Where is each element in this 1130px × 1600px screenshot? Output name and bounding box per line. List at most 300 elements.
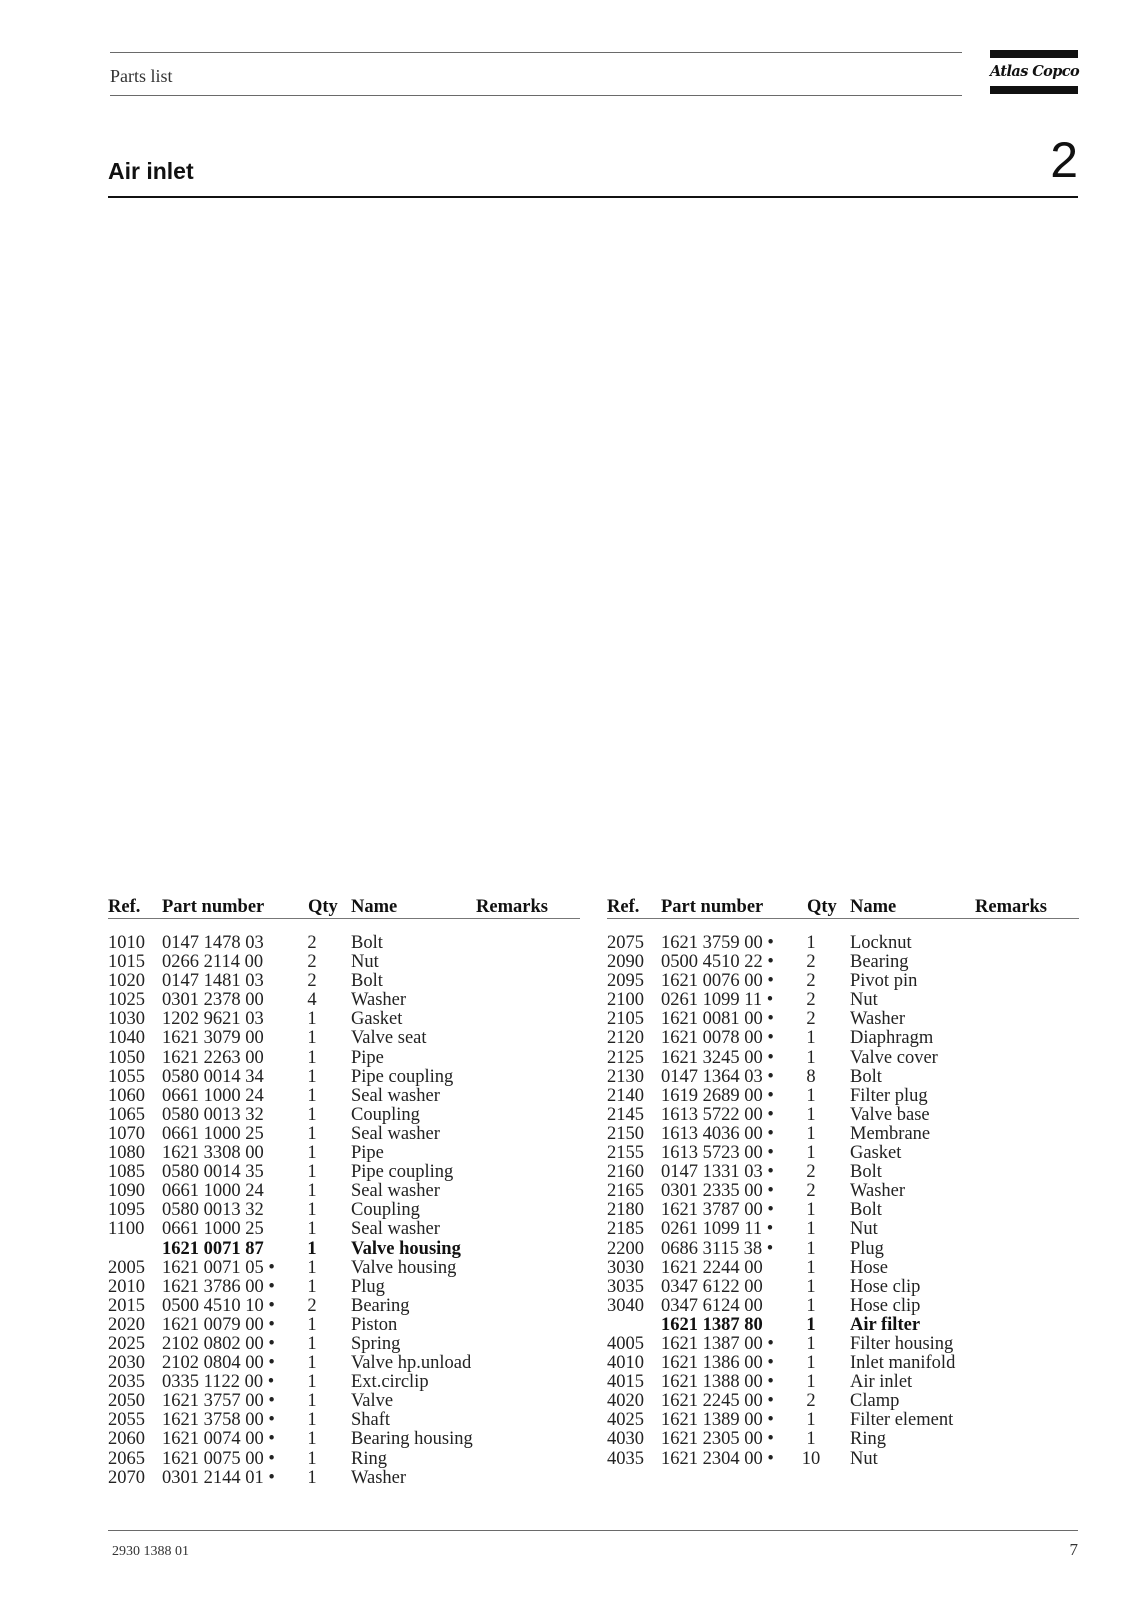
cell-ref: 2075 xyxy=(607,933,644,953)
table-row xyxy=(607,1010,1079,1029)
cell-ref: 2060 xyxy=(108,1429,145,1450)
cell-part-number: 0580 0014 35 xyxy=(162,1162,264,1183)
cell-part-number: 0347 6124 00 xyxy=(661,1295,763,1316)
table-row xyxy=(108,1278,580,1297)
cell-name: Hose clip xyxy=(850,1295,921,1316)
cell-qty: 1 xyxy=(307,1047,317,1068)
cell-ref: 2155 xyxy=(607,1143,644,1164)
cell-part-number: 1621 2244 00 xyxy=(661,1257,763,1278)
cell-ref: 2010 xyxy=(108,1276,145,1297)
cell-part-number: 0301 2335 00 • xyxy=(661,1181,774,1202)
cell-part-number: 1621 0074 00 • xyxy=(162,1429,275,1450)
cell-name: Hose xyxy=(850,1257,889,1278)
table-row xyxy=(607,1450,1079,1469)
cell-qty: 1 xyxy=(806,1238,816,1259)
cell-qty: 2 xyxy=(307,971,317,992)
cell-ref: 2120 xyxy=(607,1028,644,1049)
cell-part-number: 1621 3786 00 • xyxy=(162,1276,275,1297)
cell-name: Seal washer xyxy=(351,1219,440,1240)
cell-qty: 1 xyxy=(307,1257,317,1278)
cell-qty: 1 xyxy=(307,1181,317,1202)
table-row xyxy=(607,1411,1079,1430)
cell-part-number: 2102 0804 00 • xyxy=(162,1353,275,1374)
document-number: 2930 1388 01 xyxy=(112,1544,189,1559)
cell-ref: 2050 xyxy=(108,1391,145,1412)
cell-name: Washer xyxy=(850,1181,906,1202)
col-name-header: Name xyxy=(850,897,897,917)
cell-part-number: 0261 1099 11 • xyxy=(661,990,774,1011)
table-row xyxy=(108,991,580,1010)
cell-qty: 2 xyxy=(307,1295,317,1316)
table-row xyxy=(108,1087,580,1106)
table-row xyxy=(108,1201,580,1220)
cell-part-number: 1621 0081 00 • xyxy=(661,1009,774,1030)
cell-qty: 2 xyxy=(307,933,317,953)
cell-qty: 2 xyxy=(307,952,317,973)
cell-name: Pivot pin xyxy=(850,971,918,992)
cell-ref: 1095 xyxy=(108,1200,145,1221)
cell-ref: 3040 xyxy=(607,1295,644,1316)
cell-part-number: 0500 4510 22 • xyxy=(661,952,774,973)
cell-qty: 1 xyxy=(806,1257,816,1278)
cell-part-number: 1621 3759 00 • xyxy=(661,933,774,953)
cell-name: Shaft xyxy=(351,1410,391,1431)
cell-name: Washer xyxy=(850,1009,906,1030)
cell-part-number: 1621 2305 00 • xyxy=(661,1429,774,1450)
cell-qty: 1 xyxy=(307,1314,317,1335)
cell-qty: 1 xyxy=(806,1104,816,1125)
cell-qty: 1 xyxy=(307,1391,317,1412)
cell-part-number: 1621 2304 00 • xyxy=(661,1448,774,1469)
cell-part-number: 1621 0075 00 • xyxy=(162,1448,275,1469)
cell-name: Pipe coupling xyxy=(351,1066,454,1087)
cell-qty: 1 xyxy=(806,1276,816,1297)
col-ref-header: Ref. xyxy=(607,897,640,917)
col-part-number-header: Part number xyxy=(162,897,265,917)
cell-part-number: 0686 3115 38 • xyxy=(661,1238,774,1259)
table-row xyxy=(607,1182,1079,1201)
cell-part-number: 0147 1364 03 • xyxy=(661,1066,774,1087)
cell-qty: 1 xyxy=(806,1143,816,1164)
cell-qty: 1 xyxy=(806,1028,816,1049)
cell-name: Spring xyxy=(351,1333,401,1354)
cell-name: Seal washer xyxy=(351,1123,440,1144)
table-row xyxy=(607,972,1079,991)
cell-name: Plug xyxy=(351,1276,385,1297)
table-row xyxy=(607,1335,1079,1354)
cell-ref: 4015 xyxy=(607,1372,644,1393)
table-row xyxy=(108,1259,580,1278)
table-header xyxy=(108,896,580,918)
cell-part-number: 0661 1000 25 xyxy=(162,1123,264,1144)
cell-ref: 4005 xyxy=(607,1333,644,1354)
cell-name: Plug xyxy=(850,1238,884,1259)
cell-qty: 2 xyxy=(806,1181,816,1202)
cell-qty: 2 xyxy=(806,1391,816,1412)
cell-part-number: 0500 4510 10 • xyxy=(162,1295,275,1316)
cell-part-number: 1621 1387 00 • xyxy=(661,1333,774,1354)
table-row xyxy=(108,1373,580,1392)
cell-name: Nut xyxy=(351,952,379,973)
cell-ref: 2160 xyxy=(607,1162,644,1183)
table-row-assembly xyxy=(607,1316,1079,1335)
cell-ref: 2140 xyxy=(607,1085,644,1106)
table-row xyxy=(108,1469,580,1488)
cell-part-number: 1621 3787 00 • xyxy=(661,1200,774,1221)
cell-name: Bearing housing xyxy=(351,1429,473,1450)
logo-bottom-bar xyxy=(990,86,1078,94)
parts-table-right xyxy=(607,896,1079,1469)
cell-ref: 2035 xyxy=(108,1372,145,1393)
cell-name: Bolt xyxy=(351,933,383,953)
cell-name: Inlet manifold xyxy=(850,1353,956,1374)
cell-qty: 1 xyxy=(806,1085,816,1106)
cell-qty: 1 xyxy=(806,1353,816,1374)
cell-ref: 4025 xyxy=(607,1410,644,1431)
cell-name: Membrane xyxy=(850,1123,931,1144)
cell-name: Coupling xyxy=(351,1104,420,1125)
table-row xyxy=(108,934,580,953)
cell-ref: 2055 xyxy=(108,1410,145,1431)
cell-ref: 2200 xyxy=(607,1238,644,1259)
cell-ref: 4010 xyxy=(607,1353,644,1374)
cell-part-number: 0661 1000 24 xyxy=(162,1181,264,1202)
table-row xyxy=(607,1220,1079,1239)
cell-qty: 10 xyxy=(801,1448,821,1469)
cell-name: Valve cover xyxy=(850,1047,938,1068)
cell-name: Washer xyxy=(351,990,407,1011)
cell-ref: 1090 xyxy=(108,1181,145,1202)
cell-name: Bolt xyxy=(850,1066,882,1087)
cell-ref: 3030 xyxy=(607,1257,644,1278)
parts-table-left xyxy=(108,896,580,1488)
table-body xyxy=(607,934,1079,1469)
col-ref-header: Ref. xyxy=(108,897,141,917)
footer-rule xyxy=(108,1530,1078,1531)
cell-qty: 1 xyxy=(307,1143,317,1164)
cell-ref: 1080 xyxy=(108,1143,145,1164)
cell-part-number: 0261 1099 11 • xyxy=(661,1219,774,1240)
table-row xyxy=(108,953,580,972)
cell-ref: 2005 xyxy=(108,1257,145,1278)
cell-part-number: 0147 1481 03 xyxy=(162,971,264,992)
cell-qty: 1 xyxy=(307,1276,317,1297)
cell-part-number: 2102 0802 00 • xyxy=(162,1333,275,1354)
table-row xyxy=(607,1087,1079,1106)
cell-ref: 1060 xyxy=(108,1085,145,1106)
cell-qty: 1 xyxy=(307,1219,317,1240)
cell-qty: 1 xyxy=(307,1467,317,1488)
cell-qty: 1 xyxy=(806,1410,816,1431)
table-row xyxy=(607,1278,1079,1297)
cell-qty: 1 xyxy=(307,1085,317,1106)
cell-name: Coupling xyxy=(351,1200,420,1221)
cell-qty: 1 xyxy=(806,1219,816,1240)
cell-ref: 2070 xyxy=(108,1467,145,1488)
cell-qty: 1 xyxy=(307,1028,317,1049)
cell-qty: 1 xyxy=(806,1429,816,1450)
header-label: Parts list xyxy=(110,66,173,86)
table-row xyxy=(607,1144,1079,1163)
cell-ref: 1055 xyxy=(108,1066,145,1087)
cell-part-number: 1619 2689 00 • xyxy=(661,1085,774,1106)
cell-part-number: 1621 1388 00 • xyxy=(661,1372,774,1393)
cell-name: Valve seat xyxy=(351,1028,427,1049)
cell-name: Nut xyxy=(850,1448,878,1469)
table-row xyxy=(607,1259,1079,1278)
table-row xyxy=(108,1297,580,1316)
cell-part-number: 1613 5723 00 • xyxy=(661,1143,774,1164)
cell-part-number: 1621 0079 00 • xyxy=(162,1314,275,1335)
cell-qty: 1 xyxy=(307,1066,317,1087)
cell-name: Nut xyxy=(850,990,878,1011)
cell-name: Gasket xyxy=(351,1009,403,1030)
cell-ref: 2130 xyxy=(607,1066,644,1087)
cell-ref: 4020 xyxy=(607,1391,644,1412)
col-qty-header: Qty xyxy=(807,897,837,917)
cell-qty: 1 xyxy=(307,1410,317,1431)
cell-name: Air inlet xyxy=(850,1372,913,1393)
table-row xyxy=(108,1163,580,1182)
table-row xyxy=(108,1182,580,1201)
cell-name: Washer xyxy=(351,1467,407,1488)
cell-name: Pipe coupling xyxy=(351,1162,454,1183)
cell-qty: 1 xyxy=(806,933,816,953)
table-row xyxy=(108,1125,580,1144)
cell-name: Bolt xyxy=(351,971,383,992)
cell-ref: 2105 xyxy=(607,1009,644,1030)
cell-ref: 2065 xyxy=(108,1448,145,1469)
table-row xyxy=(607,991,1079,1010)
cell-ref: 1070 xyxy=(108,1123,145,1144)
cell-part-number: 0147 1478 03 xyxy=(162,933,264,953)
cell-ref: 1030 xyxy=(108,1009,145,1030)
cell-name: Pipe xyxy=(351,1047,384,1068)
cell-part-number: 1621 3308 00 xyxy=(162,1143,264,1164)
cell-name: Seal washer xyxy=(351,1181,440,1202)
table-row xyxy=(607,934,1079,953)
table-header-rule xyxy=(607,918,1079,919)
col-qty-header: Qty xyxy=(308,897,338,917)
cell-part-number: 1613 5722 00 • xyxy=(661,1104,774,1125)
cell-qty: 1 xyxy=(307,1238,317,1259)
table-header-rule xyxy=(108,918,580,919)
table-row xyxy=(108,1354,580,1373)
cell-part-number: 1202 9621 03 xyxy=(162,1009,264,1030)
cell-part-number: 0301 2144 01 • xyxy=(162,1467,275,1488)
cell-name: Filter housing xyxy=(850,1333,954,1354)
cell-part-number: 1621 0071 87 xyxy=(162,1238,264,1259)
table-row xyxy=(607,1201,1079,1220)
cell-ref: 2100 xyxy=(607,990,644,1011)
cell-name: Filter plug xyxy=(850,1085,928,1106)
cell-ref: 2030 xyxy=(108,1353,145,1374)
cell-ref: 1025 xyxy=(108,990,145,1011)
cell-part-number: 1621 0078 00 • xyxy=(661,1028,774,1049)
cell-ref: 4035 xyxy=(607,1448,644,1469)
cell-part-number: 0147 1331 03 • xyxy=(661,1162,774,1183)
header-top-rule xyxy=(110,52,962,53)
table-row xyxy=(108,1450,580,1469)
cell-name: Diaphragm xyxy=(850,1028,934,1049)
title-rule xyxy=(108,196,1078,198)
cell-qty: 1 xyxy=(307,1333,317,1354)
atlas-copco-logo xyxy=(990,50,1078,94)
table-row xyxy=(108,1010,580,1029)
cell-qty: 1 xyxy=(307,1009,317,1030)
cell-qty: 1 xyxy=(307,1372,317,1393)
table-row xyxy=(108,1144,580,1163)
cell-ref: 2090 xyxy=(607,952,644,973)
table-header xyxy=(607,896,1079,918)
cell-name: Valve xyxy=(351,1391,394,1412)
cell-ref: 2020 xyxy=(108,1314,145,1335)
cell-part-number: 0580 0014 34 xyxy=(162,1066,264,1087)
cell-ref: 4030 xyxy=(607,1429,644,1450)
cell-qty: 1 xyxy=(307,1429,317,1450)
table-row xyxy=(607,1430,1079,1449)
cell-part-number: 1621 3079 00 xyxy=(162,1028,264,1049)
cell-ref: 2025 xyxy=(108,1333,145,1354)
cell-ref: 1085 xyxy=(108,1162,145,1183)
cell-name: Ext.circlip xyxy=(351,1372,429,1393)
col-part-number-header: Part number xyxy=(661,897,764,917)
cell-name: Nut xyxy=(850,1219,878,1240)
cell-part-number: 0266 2114 00 xyxy=(162,952,264,973)
cell-qty: 2 xyxy=(806,971,816,992)
cell-qty: 1 xyxy=(806,1372,816,1393)
cell-name: Gasket xyxy=(850,1143,902,1164)
cell-qty: 1 xyxy=(806,1123,816,1144)
cell-ref: 2165 xyxy=(607,1181,644,1202)
table-body xyxy=(108,934,580,1488)
header-bottom-rule xyxy=(110,95,962,96)
table-row xyxy=(108,1335,580,1354)
cell-name: Bolt xyxy=(850,1162,882,1183)
cell-ref: 1050 xyxy=(108,1047,145,1068)
cell-name: Locknut xyxy=(850,933,912,953)
cell-part-number: 0661 1000 25 xyxy=(162,1219,264,1240)
cell-name: Seal washer xyxy=(351,1085,440,1106)
cell-name: Bearing xyxy=(351,1295,410,1316)
cell-name: Valve housing xyxy=(351,1238,461,1259)
cell-name: Ring xyxy=(850,1429,886,1450)
cell-name: Filter element xyxy=(850,1410,954,1431)
cell-part-number: 0580 0013 32 xyxy=(162,1104,264,1125)
cell-name: Pipe xyxy=(351,1143,384,1164)
cell-part-number: 1621 2245 00 • xyxy=(661,1391,774,1412)
table-row-assembly xyxy=(108,1240,580,1259)
table-row xyxy=(607,1373,1079,1392)
cell-part-number: 0347 6122 00 xyxy=(661,1276,763,1297)
cell-ref: 1010 xyxy=(108,933,145,953)
cell-name: Hose clip xyxy=(850,1276,921,1297)
table-row xyxy=(108,1068,580,1087)
cell-qty: 2 xyxy=(806,990,816,1011)
cell-ref: 1015 xyxy=(108,952,145,973)
cell-qty: 1 xyxy=(806,1200,816,1221)
cell-part-number: 0580 0013 32 xyxy=(162,1200,264,1221)
cell-qty: 1 xyxy=(307,1123,317,1144)
table-row xyxy=(607,1106,1079,1125)
table-row xyxy=(607,1354,1079,1373)
table-row xyxy=(607,1240,1079,1259)
table-row xyxy=(607,1049,1079,1068)
cell-qty: 2 xyxy=(806,1162,816,1183)
cell-qty: 4 xyxy=(307,990,317,1011)
cell-part-number: 1621 3245 00 • xyxy=(661,1047,774,1068)
cell-ref: 1020 xyxy=(108,971,145,992)
cell-qty: 1 xyxy=(806,1047,816,1068)
table-row xyxy=(607,1392,1079,1411)
cell-ref: 2015 xyxy=(108,1295,145,1316)
cell-ref: 1065 xyxy=(108,1104,145,1125)
table-row xyxy=(108,1049,580,1068)
cell-ref: 2150 xyxy=(607,1123,644,1144)
cell-part-number: 1621 3757 00 • xyxy=(162,1391,275,1412)
table-row xyxy=(108,1316,580,1335)
cell-part-number: 1621 0071 05 • xyxy=(162,1257,275,1278)
cell-name: Bolt xyxy=(850,1200,882,1221)
table-row xyxy=(108,1392,580,1411)
cell-name: Ring xyxy=(351,1448,387,1469)
cell-qty: 1 xyxy=(307,1162,317,1183)
cell-qty: 1 xyxy=(307,1104,317,1125)
logo-top-bar xyxy=(990,50,1078,58)
cell-part-number: 1613 4036 00 • xyxy=(661,1123,774,1144)
cell-part-number: 0335 1122 00 • xyxy=(162,1372,275,1393)
cell-ref: 1040 xyxy=(108,1028,145,1049)
cell-ref: 2095 xyxy=(607,971,644,992)
cell-part-number: 1621 1387 80 xyxy=(661,1314,763,1335)
cell-ref: 2125 xyxy=(607,1047,644,1068)
cell-qty: 1 xyxy=(806,1314,816,1335)
section-title: Air inlet xyxy=(108,158,194,184)
cell-name: Clamp xyxy=(850,1391,900,1412)
table-row xyxy=(108,1430,580,1449)
cell-part-number: 0661 1000 24 xyxy=(162,1085,264,1106)
cell-ref: 1100 xyxy=(108,1219,145,1240)
col-remarks-header: Remarks xyxy=(476,897,548,917)
cell-qty: 8 xyxy=(806,1066,816,1087)
cell-qty: 1 xyxy=(806,1333,816,1354)
table-row xyxy=(607,1297,1079,1316)
cell-name: Valve base xyxy=(850,1104,930,1125)
cell-ref: 2185 xyxy=(607,1219,644,1240)
cell-part-number: 0301 2378 00 xyxy=(162,990,264,1011)
cell-qty: 1 xyxy=(806,1295,816,1316)
cell-name: Air filter xyxy=(850,1314,921,1335)
cell-name: Valve hp.unload xyxy=(351,1353,472,1374)
table-row xyxy=(607,1068,1079,1087)
cell-qty: 1 xyxy=(307,1200,317,1221)
logo-wordmark: Atlas Copco xyxy=(990,63,1080,80)
cell-qty: 1 xyxy=(307,1448,317,1469)
table-row xyxy=(108,972,580,991)
cell-ref: 3035 xyxy=(607,1276,644,1297)
cell-name: Bearing xyxy=(850,952,909,973)
cell-part-number: 1621 1386 00 • xyxy=(661,1353,774,1374)
cell-name: Valve housing xyxy=(351,1257,457,1278)
cell-part-number: 1621 0076 00 • xyxy=(661,971,774,992)
table-row xyxy=(607,1163,1079,1182)
table-row xyxy=(607,953,1079,972)
table-row xyxy=(108,1106,580,1125)
table-row xyxy=(607,1125,1079,1144)
cell-name: Piston xyxy=(351,1314,398,1335)
cell-ref: 2180 xyxy=(607,1200,644,1221)
cell-qty: 2 xyxy=(806,1009,816,1030)
